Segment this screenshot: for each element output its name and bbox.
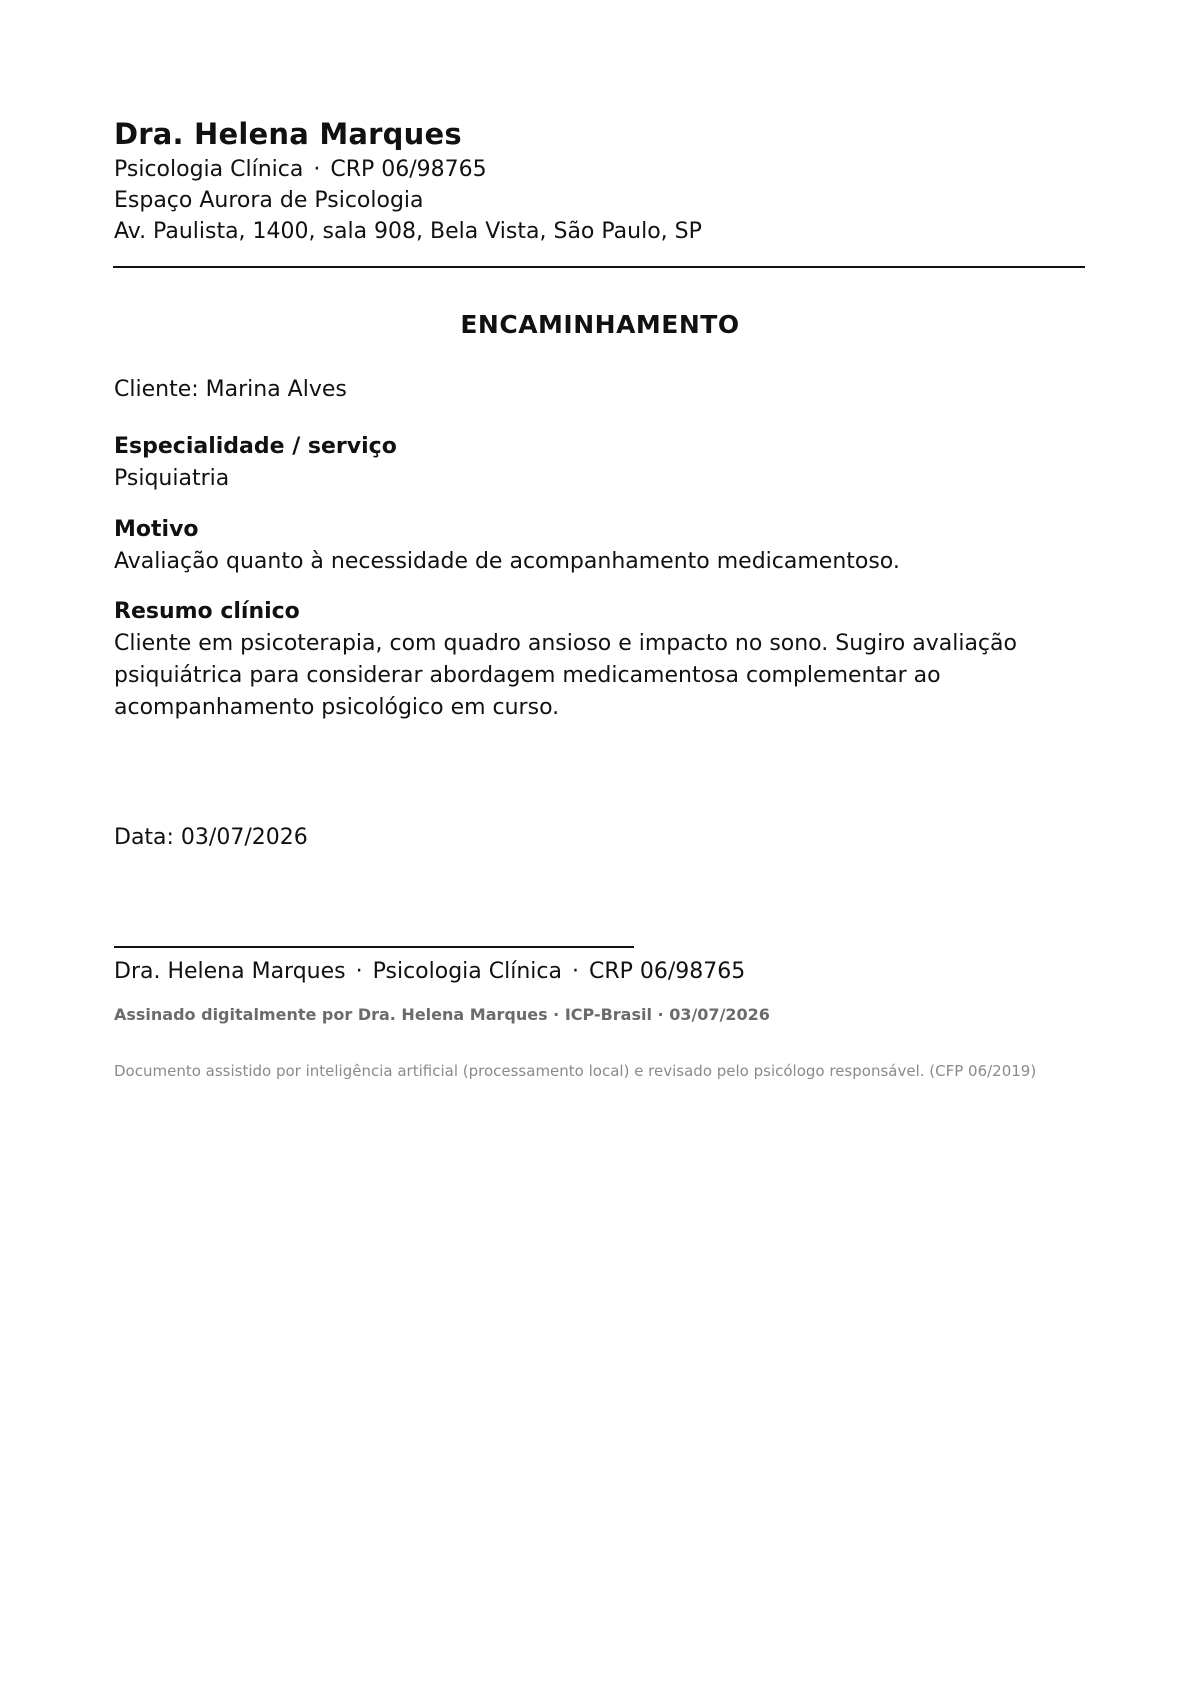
section-label: Motivo xyxy=(114,517,199,542)
signature-line xyxy=(114,922,634,948)
section-text: Psiquiatria xyxy=(114,466,230,491)
document-title: ENCAMINHAMENTO xyxy=(460,310,740,339)
clinic-address: Av. Paulista, 1400, sala 908, Bela Vista, São Paulo, SP xyxy=(114,219,702,244)
signature-line-wrap xyxy=(114,922,1094,958)
separator-dot: · xyxy=(313,157,321,182)
signature-crp: CRP 06/98765 xyxy=(588,959,746,984)
specialty: Psicologia Clínica xyxy=(114,157,304,182)
client-line: Cliente: Marina Alves xyxy=(114,377,347,402)
section-label: Resumo clínico xyxy=(114,599,300,624)
ai-disclaimer: Documento assistido por inteligência artificial (processamento local) e revisado pelo psicólogo responsável. (CFP 06/2019) xyxy=(114,1062,1037,1080)
digital-signature-note: Assinado digitalmente por Dra. Helena Marques · ICP-Brasil · 03/07/2026 xyxy=(114,1005,770,1024)
professional-credentials xyxy=(114,154,1084,185)
section-reason xyxy=(114,514,1094,578)
section-text: Cliente em psicoterapia, com quadro ansioso e impacto no sono. Sugiro avaliação psiquiátrica para considerar abordagem medicamentosa complementar ao acompanhamento psicológico em curso. xyxy=(114,631,1017,720)
crp-number: CRP 06/98765 xyxy=(330,157,487,182)
signature-specialty: Psicologia Clínica xyxy=(372,959,562,984)
signature-identification xyxy=(114,956,1094,988)
signature-name: Dra. Helena Marques xyxy=(114,959,346,984)
clinic-name: Espaço Aurora de Psicologia xyxy=(114,188,424,213)
section-specialty xyxy=(114,431,1094,495)
letterhead xyxy=(114,114,1084,247)
section-text: Avaliação quanto à necessidade de acompanhamento medicamentoso. xyxy=(114,549,900,574)
separator-dot: · xyxy=(355,959,363,984)
document-date: Data: 03/07/2026 xyxy=(114,825,308,850)
professional-name: Dra. Helena Marques xyxy=(114,117,462,151)
section-clinical-summary xyxy=(114,596,1094,724)
header-divider xyxy=(113,266,1085,268)
section-label: Especialidade / serviço xyxy=(114,434,397,459)
separator-dot: · xyxy=(571,959,579,984)
